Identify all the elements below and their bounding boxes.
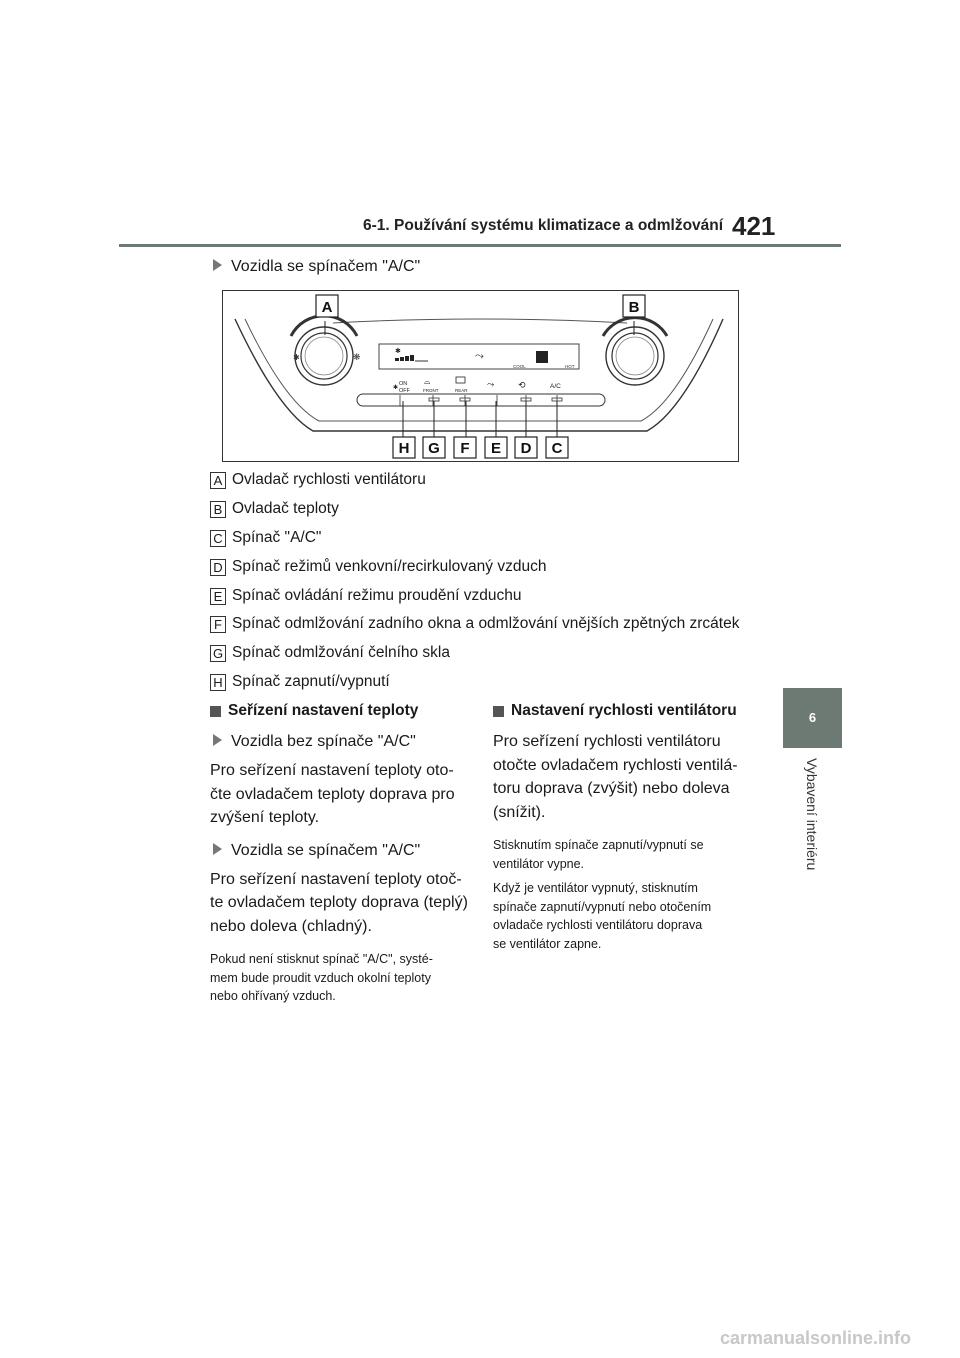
panel-top-edge bbox=[333, 319, 627, 323]
with-ac-line bbox=[210, 842, 475, 860]
text-line: se ventilátor zapne. bbox=[493, 936, 602, 951]
text-line: Pro seřízení rychlosti ventilátoru bbox=[493, 733, 721, 750]
temperature-knob bbox=[603, 318, 667, 385]
triangle-bullet-icon bbox=[213, 734, 222, 746]
with-ac-label: Vozidla se spínačem "A/C" bbox=[231, 841, 421, 859]
temperature-heading-text: Seřízení nastavení teploty bbox=[228, 702, 419, 719]
legend-letter: H bbox=[210, 674, 226, 691]
header-divider bbox=[119, 244, 841, 247]
fan-speed-section bbox=[493, 702, 758, 953]
temperature-text-1 bbox=[210, 759, 475, 830]
fan-low-icon: ✱ bbox=[293, 353, 300, 362]
text-line: Stisknutím spínače zapnutí/vypnutí se bbox=[493, 838, 704, 852]
legend-letter: F bbox=[210, 616, 226, 633]
text-line: ovladače rychlosti ventilátoru doprava bbox=[493, 918, 703, 932]
text-line: Když je ventilátor vypnutý, stisknutím bbox=[493, 881, 698, 895]
display-fan-icon: ✱ bbox=[395, 348, 401, 355]
recirculation-icon: ⟲ bbox=[518, 380, 526, 390]
fan-switch-icon: ✱ bbox=[393, 385, 399, 391]
legend-letter: C bbox=[210, 530, 226, 547]
chapter-tab: 6 bbox=[783, 688, 842, 748]
text-line: otočte ovladačem rychlosti ventilá- bbox=[493, 756, 738, 774]
rear-defrost-icon bbox=[456, 377, 465, 383]
text-line: nebo ohřívaný vzduch. bbox=[210, 989, 336, 1003]
square-bullet-icon bbox=[210, 706, 221, 717]
legend-letter: D bbox=[210, 559, 226, 576]
climate-panel-figure bbox=[222, 290, 739, 462]
legend-text: Ovladač rychlosti ventilátoru bbox=[232, 471, 426, 488]
airflow-mode-icon: ⤳ bbox=[487, 379, 495, 389]
text-line: (snížit). bbox=[493, 803, 546, 821]
display-airflow-icon: ⤳ bbox=[475, 350, 484, 362]
square-bullet-icon bbox=[493, 706, 504, 717]
legend-letter: B bbox=[210, 501, 226, 518]
legend-item bbox=[210, 558, 546, 576]
without-ac-line bbox=[210, 733, 475, 751]
text-line: zvýšení teploty. bbox=[210, 809, 320, 826]
callout-c: C bbox=[551, 440, 563, 457]
section-title: 6-1. Používání systému klimatizace a odmlžování bbox=[363, 217, 724, 234]
temperature-heading bbox=[210, 702, 475, 720]
fan-speed-heading bbox=[493, 702, 758, 720]
triangle-bullet-icon bbox=[213, 843, 222, 855]
display-cool-label: COOL bbox=[513, 364, 526, 369]
off-label: OFF bbox=[399, 388, 410, 394]
legend-item bbox=[210, 615, 739, 633]
legend-text: Spínač odmlžování čelního skla bbox=[232, 644, 450, 661]
without-ac-label: Vozidla bez spínače "A/C" bbox=[231, 733, 416, 750]
text-line: spínače zapnutí/vypnutí nebo otočením bbox=[493, 899, 712, 914]
triangle-bullet-icon bbox=[213, 259, 222, 271]
text-line: mem bude proudit vzduch okolní teploty bbox=[210, 970, 431, 985]
legend-text: Spínač režimů venkovní/recirkulovaný vzduch bbox=[232, 558, 547, 575]
display-temp-bar bbox=[536, 351, 548, 363]
temperature-section bbox=[210, 702, 475, 1006]
fan-note-1 bbox=[493, 836, 758, 873]
callout-h: H bbox=[398, 440, 410, 457]
fan-speed-text bbox=[493, 730, 758, 824]
ac-label: A/C bbox=[550, 383, 561, 390]
climate-panel-illustration bbox=[223, 291, 737, 460]
rear-label: REAR bbox=[455, 388, 468, 393]
text-line: Pokud není stisknut spínač "A/C", systé- bbox=[210, 952, 433, 966]
on-label: ON bbox=[399, 381, 408, 387]
legend-letter: E bbox=[210, 588, 226, 605]
front-label: FRONT bbox=[423, 388, 439, 393]
legend-item bbox=[210, 529, 321, 547]
front-defrost-icon: ⌓ bbox=[424, 377, 431, 386]
callout-e: E bbox=[490, 440, 502, 457]
display-hot-label: HOT bbox=[565, 364, 575, 369]
callout-a: A bbox=[321, 299, 333, 316]
fan-high-icon: ❋ bbox=[353, 352, 361, 362]
legend-text: Spínač ovládání režimu proudění vzduchu bbox=[232, 587, 522, 604]
legend-letter: G bbox=[210, 645, 226, 662]
legend-text: Spínač zapnutí/vypnutí bbox=[232, 673, 390, 690]
callout-d: D bbox=[520, 440, 532, 457]
temperature-text-2 bbox=[210, 868, 475, 939]
legend-text: Spínač odmlžování zadního okna a odmlžování vnějších zpětných zrcátek bbox=[232, 615, 740, 632]
text-line: Pro seřízení nastavení teploty otoč- bbox=[210, 870, 462, 888]
page-number: 421 bbox=[732, 211, 776, 241]
legend-item bbox=[210, 471, 426, 489]
legend-letter: A bbox=[210, 472, 226, 489]
callout-b: B bbox=[628, 299, 640, 316]
callout-f: F bbox=[460, 440, 470, 457]
legend-text: Spínač "A/C" bbox=[232, 529, 322, 546]
button-strip bbox=[357, 394, 605, 406]
temperature-note bbox=[210, 950, 475, 1006]
fan-speed-heading-text: Nastavení rychlosti ventilátoru bbox=[511, 702, 737, 719]
chapter-title bbox=[804, 758, 822, 938]
legend-item bbox=[210, 673, 390, 691]
legend-item bbox=[210, 644, 450, 662]
text-line: čte ovladačem teploty doprava pro bbox=[210, 785, 455, 803]
text-line: nebo doleva (chladný). bbox=[210, 917, 372, 935]
vehicles-with-ac-label: Vozidla se spínačem "A/C" bbox=[231, 258, 421, 275]
text-line: toru doprava (zvýšit) nebo doleva bbox=[493, 780, 730, 797]
text-line: te ovladačem teploty doprava (teplý) bbox=[210, 894, 468, 911]
callout-g: G bbox=[428, 440, 440, 457]
legend-item bbox=[210, 587, 522, 605]
fan-note-2 bbox=[493, 879, 758, 953]
legend-item bbox=[210, 500, 339, 518]
legend-text: Ovladač teploty bbox=[232, 500, 339, 517]
text-line: ventilátor vypne. bbox=[493, 856, 585, 871]
fan-speed-knob bbox=[291, 316, 357, 385]
chapter-title-text: Vybavení interiéru bbox=[804, 758, 820, 871]
vehicles-with-ac-line bbox=[213, 258, 420, 276]
footer-watermark: carmanualsonline.info bbox=[720, 1328, 912, 1348]
text-line: Pro seřízení nastavení teploty oto- bbox=[210, 762, 454, 779]
